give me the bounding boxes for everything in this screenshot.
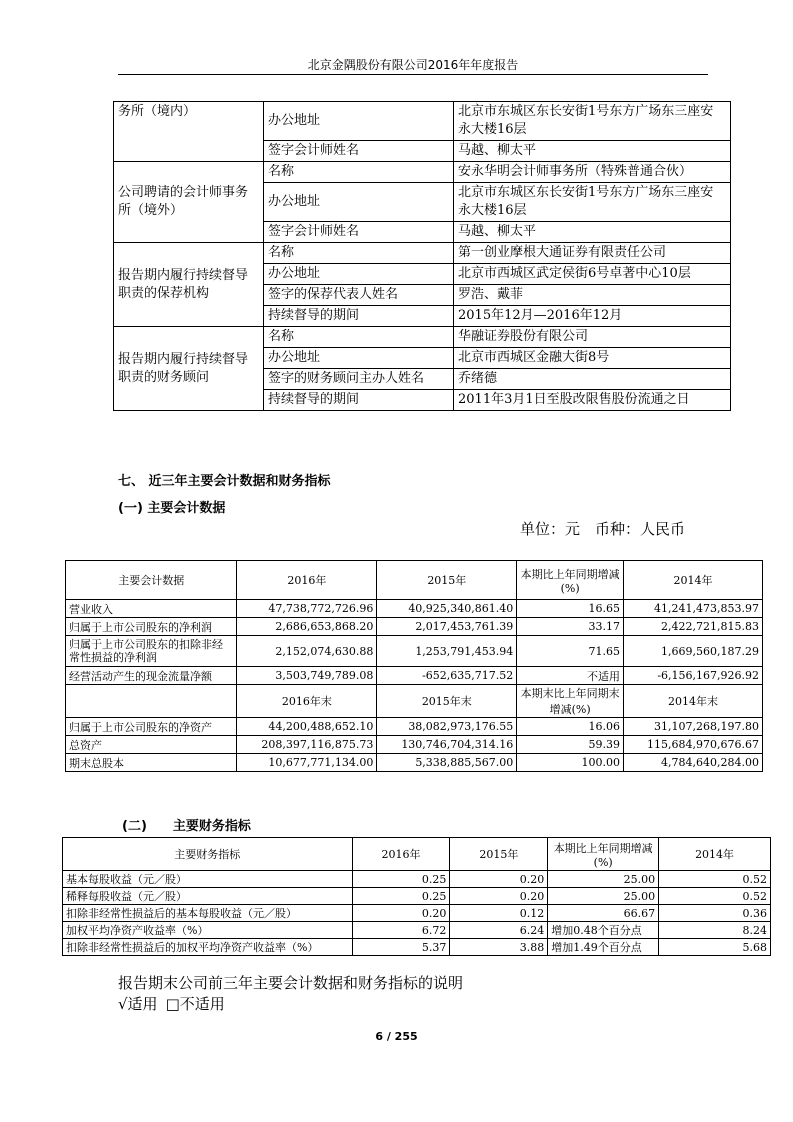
intermediary-field: 签字会计师姓名 bbox=[264, 141, 454, 162]
cell-value: 6.72 bbox=[352, 922, 450, 939]
intermediaries-table bbox=[113, 101, 731, 411]
intermediary-group-label: 务所（境内） bbox=[114, 102, 264, 162]
currency-unit: 单位：元 币种：人民币 bbox=[520, 520, 686, 538]
intermediary-field: 办公地址 bbox=[264, 348, 454, 369]
cell-value: 0.25 bbox=[352, 888, 450, 905]
table-header-row bbox=[63, 838, 771, 871]
cell-value: 44,200,488,652.10 bbox=[237, 718, 377, 736]
cell-value: 2,686,653,868.20 bbox=[237, 618, 377, 636]
accounting-data-subtitle: (一) 主要会计数据 bbox=[118, 501, 226, 516]
intermediary-value: 2015年12月—2016年12月 bbox=[454, 306, 731, 327]
column-header: 本期比上年同期增减(%) bbox=[548, 838, 659, 871]
row-label: 总资产 bbox=[66, 736, 237, 754]
cell-value: 0.52 bbox=[659, 871, 771, 888]
intermediary-value: 华融证券股份有限公司 bbox=[454, 327, 731, 348]
cell-value: 增加1.49个百分点 bbox=[548, 939, 659, 956]
cell-value: 2,152,074,630.88 bbox=[237, 636, 377, 667]
header-divider bbox=[118, 74, 708, 75]
table-row bbox=[63, 888, 771, 905]
applicability-options bbox=[118, 993, 225, 1014]
intermediary-value: 安永华明会计师事务所（特殊普通合伙） bbox=[454, 162, 731, 183]
section-7-title: 七、 近三年主要会计数据和财务指标 bbox=[118, 474, 331, 489]
intermediary-group-label: 公司聘请的会计师事务所（境外） bbox=[114, 162, 264, 243]
row-label: 扣除非经常性损益后的基本每股收益（元／股） bbox=[63, 905, 353, 922]
cell-value: 0.25 bbox=[352, 871, 450, 888]
intermediary-field: 签字会计师姓名 bbox=[264, 222, 454, 243]
cell-value: 5.68 bbox=[659, 939, 771, 956]
cell-value: 25.00 bbox=[548, 871, 659, 888]
cell-value: 31,107,268,197.80 bbox=[624, 718, 763, 736]
intermediary-value: 乔绪德 bbox=[454, 369, 731, 390]
cell-value: 16.06 bbox=[517, 718, 624, 736]
cell-value: -6,156,167,926.92 bbox=[624, 667, 763, 685]
intermediary-value: 第一创业摩根大通证券有限责任公司 bbox=[454, 243, 731, 264]
column-header: 2015年 bbox=[377, 561, 517, 600]
intermediary-field: 办公地址 bbox=[264, 264, 454, 285]
intermediary-row bbox=[114, 243, 731, 264]
intermediary-field: 持续督导的期间 bbox=[264, 306, 454, 327]
cell-value: 3,503,749,789.08 bbox=[237, 667, 377, 685]
column-header: 2014年末 bbox=[624, 685, 763, 718]
applicable-option[interactable]: √适用 bbox=[118, 995, 158, 1013]
row-label: 基本每股收益（元／股） bbox=[63, 871, 353, 888]
cell-value: 增加0.48个百分点 bbox=[548, 922, 659, 939]
cell-value: 0.20 bbox=[352, 905, 450, 922]
cell-value: 0.12 bbox=[450, 905, 548, 922]
row-label: 归属于上市公司股东的净资产 bbox=[66, 718, 237, 736]
table-row bbox=[63, 905, 771, 922]
cell-value: 0.52 bbox=[659, 888, 771, 905]
intermediary-field: 签字的财务顾问主办人姓名 bbox=[264, 369, 454, 390]
cell-value: 5,338,885,567.00 bbox=[377, 754, 517, 772]
cell-value: 不适用 bbox=[517, 667, 624, 685]
table-row bbox=[66, 600, 763, 618]
column-header: 本期比上年同期增减(%) bbox=[517, 561, 624, 600]
table-row bbox=[63, 939, 771, 956]
row-label: 归属于上市公司股东的净利润 bbox=[66, 618, 237, 636]
cell-value: 25.00 bbox=[548, 888, 659, 905]
table-row bbox=[63, 922, 771, 939]
cell-value: 38,082,973,176.55 bbox=[377, 718, 517, 736]
cell-value: 33.17 bbox=[517, 618, 624, 636]
row-label: 扣除非经常性损益后的加权平均净资产收益率（%） bbox=[63, 939, 353, 956]
column-header: 2015年末 bbox=[377, 685, 517, 718]
row-label: 加权平均净资产收益率（%） bbox=[63, 922, 353, 939]
intermediary-row bbox=[114, 102, 731, 141]
column-header: 2014年 bbox=[624, 561, 763, 600]
intermediary-field: 名称 bbox=[264, 327, 454, 348]
cell-value: 59.39 bbox=[517, 736, 624, 754]
intermediary-field: 办公地址 bbox=[264, 183, 454, 222]
page-header: 北京金隅股份有限公司2016年年度报告 bbox=[307, 58, 519, 72]
column-header: 主要会计数据 bbox=[66, 561, 237, 600]
cell-value: 5.37 bbox=[352, 939, 450, 956]
cell-value: 115,684,970,676.67 bbox=[624, 736, 763, 754]
cell-value: 71.65 bbox=[517, 636, 624, 667]
cell-value: 6.24 bbox=[450, 922, 548, 939]
cell-value: 100.00 bbox=[517, 754, 624, 772]
cell-value: 2,422,721,815.83 bbox=[624, 618, 763, 636]
intermediary-row bbox=[114, 162, 731, 183]
table-row bbox=[66, 736, 763, 754]
row-label: 营业收入 bbox=[66, 600, 237, 618]
cell-value: 0.20 bbox=[450, 871, 548, 888]
intermediary-value: 北京市东城区东长安街1号东方广场东三座安永大楼16层 bbox=[454, 183, 731, 222]
column-header: 2016年 bbox=[237, 561, 377, 600]
cell-value: 10,677,771,134.00 bbox=[237, 754, 377, 772]
table-row bbox=[66, 636, 763, 667]
intermediary-field: 名称 bbox=[264, 243, 454, 264]
intermediary-field: 名称 bbox=[264, 162, 454, 183]
cell-value: 4,784,640,284.00 bbox=[624, 754, 763, 772]
cell-value: 130,746,704,314.16 bbox=[377, 736, 517, 754]
intermediary-value: 罗浩、戴菲 bbox=[454, 285, 731, 306]
intermediary-value: 北京市西城区武定侯街6号卓著中心10层 bbox=[454, 264, 731, 285]
cell-value: 41,241,473,853.97 bbox=[624, 600, 763, 618]
column-header: 本期末比上年同期末增减(%) bbox=[517, 685, 624, 718]
intermediary-field: 持续督导的期间 bbox=[264, 390, 454, 411]
cell-value: 2,017,453,761.39 bbox=[377, 618, 517, 636]
financial-indicators-number: (二) bbox=[122, 819, 147, 834]
intermediary-value: 马越、柳太平 bbox=[454, 222, 731, 243]
table-row bbox=[66, 618, 763, 636]
column-header: 2016年 bbox=[352, 838, 450, 871]
row-label: 经营活动产生的现金流量净额 bbox=[66, 667, 237, 685]
cell-value: 1,253,791,453.94 bbox=[377, 636, 517, 667]
column-header: 2015年 bbox=[450, 838, 548, 871]
cell-value: 0.20 bbox=[450, 888, 548, 905]
intermediary-value: 2011年3月1日至股改限售股份流通之日 bbox=[454, 390, 731, 411]
intermediary-group-label: 报告期内履行持续督导职责的财务顾问 bbox=[114, 327, 264, 411]
intermediary-group-label: 报告期内履行持续督导职责的保荐机构 bbox=[114, 243, 264, 327]
column-header: 2016年末 bbox=[237, 685, 377, 718]
financial-indicators-table bbox=[62, 837, 771, 956]
row-label: 期末总股本 bbox=[66, 754, 237, 772]
intermediary-value: 北京市西城区金融大街8号 bbox=[454, 348, 731, 369]
financial-indicators-heading bbox=[122, 815, 251, 834]
intermediary-value: 马越、柳太平 bbox=[454, 141, 731, 162]
row-label: 归属于上市公司股东的扣除非经常性损益的净利润 bbox=[66, 636, 237, 667]
intermediary-row bbox=[114, 327, 731, 348]
cell-value: 8.24 bbox=[659, 922, 771, 939]
intermediary-value: 北京市东城区东长安街1号东方广场东三座安永大楼16层 bbox=[454, 102, 731, 141]
column-header: 主要财务指标 bbox=[63, 838, 353, 871]
table-row bbox=[66, 718, 763, 736]
accounting-data-table bbox=[65, 560, 763, 772]
intermediary-field: 办公地址 bbox=[264, 102, 454, 141]
page-number: 6 / 255 bbox=[375, 1030, 418, 1043]
financial-indicators-title: 主要财务指标 bbox=[172, 819, 251, 834]
cell-value: 208,397,116,875.73 bbox=[237, 736, 377, 754]
table-row bbox=[66, 667, 763, 685]
explanation-note: 报告期末公司前三年主要会计数据和财务指标的说明 bbox=[118, 974, 464, 992]
cell-value: 1,669,560,187.29 bbox=[624, 636, 763, 667]
cell-value: 16.65 bbox=[517, 600, 624, 618]
cell-value: 47,738,772,726.96 bbox=[237, 600, 377, 618]
not-applicable-option[interactable]: □不适用 bbox=[165, 995, 225, 1013]
cell-value: 3.88 bbox=[450, 939, 548, 956]
column-header: 2014年 bbox=[659, 838, 771, 871]
cell-value: -652,635,717.52 bbox=[377, 667, 517, 685]
cell-value: 66.67 bbox=[548, 905, 659, 922]
cell-value: 0.36 bbox=[659, 905, 771, 922]
table-row bbox=[63, 871, 771, 888]
column-header bbox=[66, 685, 237, 718]
table-row bbox=[66, 754, 763, 772]
table-header-row bbox=[66, 561, 763, 600]
intermediary-field: 签字的保荐代表人姓名 bbox=[264, 285, 454, 306]
table-header-row bbox=[66, 685, 763, 718]
cell-value: 40,925,340,861.40 bbox=[377, 600, 517, 618]
row-label: 稀释每股收益（元／股） bbox=[63, 888, 353, 905]
